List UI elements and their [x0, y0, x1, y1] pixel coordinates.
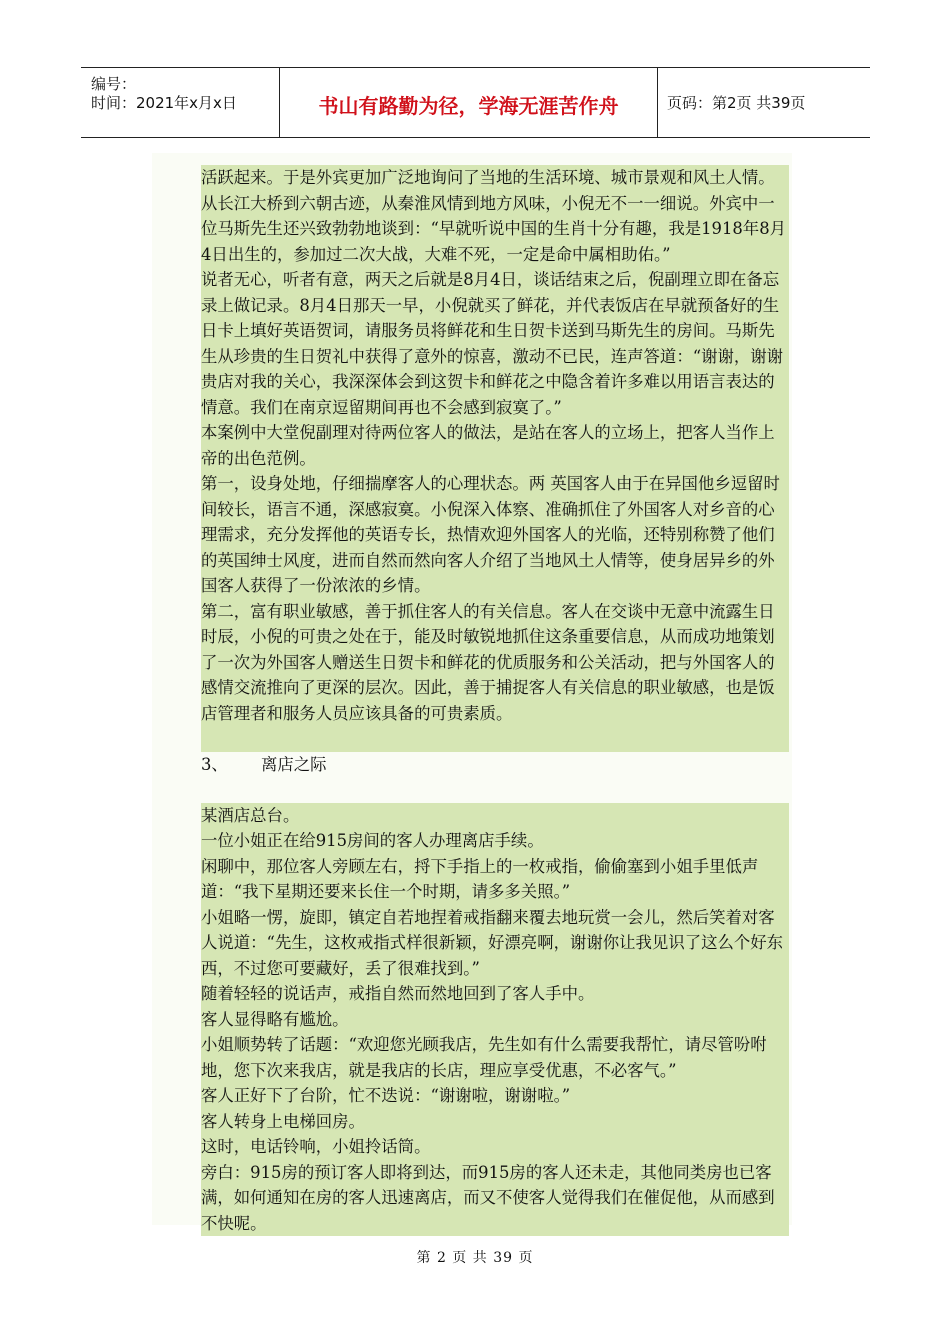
paragraph: 一位小姐正在给915房间的客人办理离店手续。: [201, 828, 789, 854]
paragraph: 随着轻轻的说话声，戒指自然而然地回到了客人手中。: [201, 981, 789, 1007]
section-title: 离店之际: [261, 754, 327, 774]
document-body: [201, 165, 789, 1236]
page-header: [81, 67, 870, 138]
page-footer: 第 2 页 共 39 页: [416, 1250, 534, 1266]
paragraph: 小姐顺势转了话题：“欢迎您光顾我店，先生如有什么需要我帮忙，请尽管吩咐地，您下次来我店，就是我店的长店，理应享受优惠，不必客气。”: [201, 1032, 789, 1083]
blank-line: [201, 726, 789, 752]
page-info: 页码：第2页 共39页: [667, 94, 806, 112]
paragraph: 客人转身上电梯回房。: [201, 1109, 789, 1135]
header-meta-cell: [81, 68, 279, 137]
paragraph: 闲聊中，那位客人旁顾左右，捋下手指上的一枚戒指，偷偷塞到小姐手里低声道：“我下星期还要来长住一个时期，请多多关照。”: [201, 854, 789, 905]
paragraph: 说者无心，听者有意，两天之后就是8月4日，谈话结束之后，倪副理立即在备忘录上做记录。8月4日那天一早，小倪就买了鲜花，并代表饭店在早就预备好的生日卡上填好英语贺词，请服务员将鲜花和生日贺卡送到马斯先生的房间。马斯先生从珍贵的生日贺礼中获得了意外的惊喜，激动不已民，连声答道：“谢谢，谢谢贵店对我的关心，我深深体会到这贺卡和鲜花之中隐含着许多难以用语言表达的情意。我们在南京逗留期间再也不会感到寂寞了。”: [201, 267, 789, 420]
paragraph: 本案例中大堂倪副理对待两位客人的做法，是站在客人的立场上，把客人当作上帝的出色范例。: [201, 420, 789, 471]
paragraph: 客人正好下了台阶，忙不迭说：“谢谢啦，谢谢啦。”: [201, 1083, 789, 1109]
serial-label: 编号：: [91, 75, 137, 93]
section-number: 3、: [201, 754, 228, 774]
paragraph: 小姐略一愣，旋即，镇定自若地捏着戒指翻来覆去地玩赏一会儿，然后笑着对客人说道：“先生，这枚戒指式样很新颖，好漂亮啊，谢谢你让我见识了这么个好东西，不过您可要藏好，丢了很难找到。”: [201, 905, 789, 982]
date-label: 时间：2021年x月x日: [91, 94, 237, 112]
paragraph: 第二，富有职业敏感，善于抓住客人的有关信息。客人在交谈中无意中流露生日时辰，小倪的可贵之处在于，能及时敏锐地抓住这条重要信息，从而成功地策划了一次为外国客人赠送生日贺卡和鲜花的优质服务和公关活动，把与外国客人的感情交流推向了更深的层次。因此，善于捕捉客人有关信息的职业敏感，也是饭店管理者和服务人员应该具备的可贵素质。: [201, 599, 789, 727]
paragraph: 活跃起来。于是外宾更加广泛地询问了当地的生活环境、城市景观和风土人情。从长江大桥到六朝古迹，从秦淮风情到地方风味，小倪无不一一细说。外宾中一位马斯先生还兴致勃勃地谈到：“早就听说中国的生肖十分有趣，我是1918年8月4日出生的，参加过二次大战，大难不死，一定是命中属相助佑。”: [201, 165, 789, 267]
header-page-cell: [657, 68, 870, 137]
paragraph: 某酒店总台。: [201, 803, 789, 829]
paragraph: 第一，设身处地，仔细揣摩客人的心理状态。两 英国客人由于在异国他乡逗留时间较长，语言不通，深感寂寞。小倪深入体察、准确抓住了外国客人对乡音的心理需求，充分发挥他的英语专长，热情欢迎外国客人的光临，还特别称赞了他们的英国绅士风度，进而自然而然向客人介绍了当地风土人情等，使身居异乡的外国客人获得了一份浓浓的乡情。: [201, 471, 789, 599]
motto: 书山有路勤为径，学海无涯苦作舟: [318, 94, 619, 118]
section-heading: [201, 752, 789, 778]
paragraph: 客人显得略有尴尬。: [201, 1007, 789, 1033]
paragraph: 这时，电话铃响，小姐拎话筒。: [201, 1134, 789, 1160]
blank-line: [201, 777, 789, 803]
header-motto-cell: [279, 68, 658, 137]
paragraph: 旁白：915房的预订客人即将到达，而915房的客人还未走，其他同类房也已客满，如何通知在房的客人迅速离店，而又不使客人觉得我们在催促他，从而感到不快呢。: [201, 1160, 789, 1237]
